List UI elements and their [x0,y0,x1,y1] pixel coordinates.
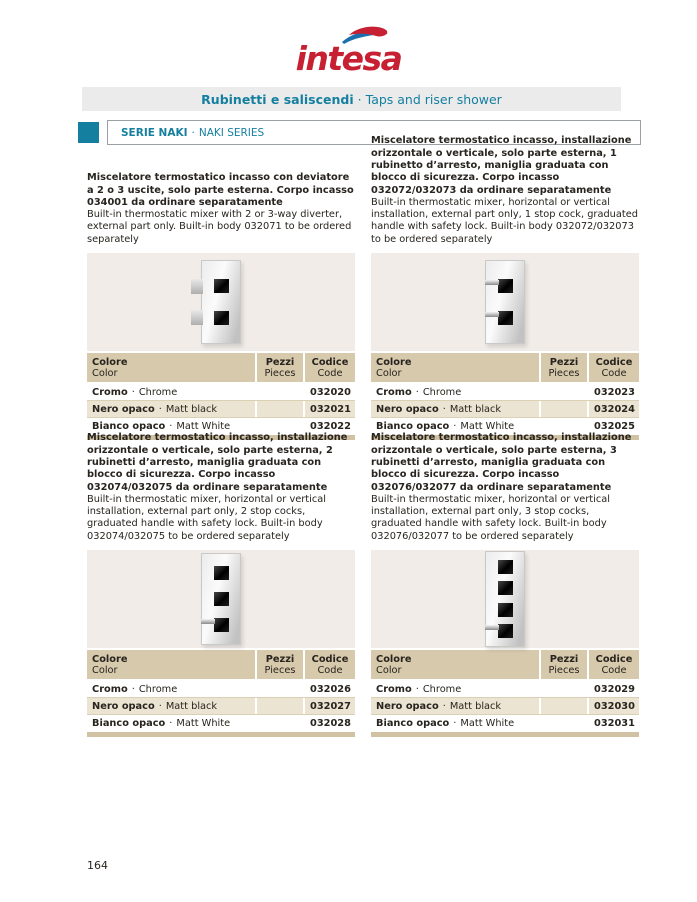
section-title-italian: Rubinetti e saliscendi [201,91,354,107]
series-accent-square [78,122,99,143]
mixer-lever [485,312,499,317]
mixer-lever [485,625,499,630]
mixer-plate [485,551,525,647]
table-row [371,400,639,417]
mixer-lever [201,619,215,624]
column-header-code: Codice Code [305,650,355,679]
column-header-code: Codice Code [589,353,639,382]
product-photo [87,550,355,648]
product-photo [371,550,639,648]
color-cell: Bianco opaco · Matt White [371,418,539,434]
column-header-code: Codice Code [589,650,639,679]
product-description [371,135,639,253]
mixer-knob [214,592,229,606]
column-header-color: Colore Color [87,353,255,382]
description-english: Built-in thermostatic mixer, horizontal or vertical installation, external part only, 3 stop cocks, graduated handle with safety lock. Built-in body 032076/032077 to be ordered separately [371,493,610,542]
color-cell: Nero opaco · Matt black [371,698,539,714]
table-row [371,681,639,697]
code-cell: 032024 [589,401,639,417]
column-header-color: Colore Color [87,650,255,679]
table-header-row [87,353,355,382]
mixer-knob [214,566,229,580]
table-row [371,384,639,400]
column-header-code: Codice Code [305,353,355,382]
title-separator-dot: · [357,91,362,107]
mixer-plate [201,553,241,645]
logo-wordmark: intesa [295,39,402,78]
mixer-handle-tab [191,279,203,294]
mixer-knob [498,624,513,638]
color-cell: Bianco opaco · Matt White [87,715,255,731]
pieces-cell [541,401,587,417]
color-cell: Nero opaco · Matt black [371,401,539,417]
column-header-color: Colore Color [371,353,539,382]
code-cell: 032022 [305,418,355,434]
code-cell: 032027 [305,698,355,714]
mixer-knob [498,603,513,617]
code-cell: 032028 [305,715,355,731]
color-cell: Cromo · Chrome [87,384,255,400]
column-header-pieces: Pezzi Pieces [257,650,303,679]
pieces-cell [257,401,303,417]
pieces-cell [541,698,587,714]
product-table [87,353,355,440]
mixer-knob [214,279,229,293]
table-bottom-band [371,732,639,737]
mixer-handle-tab [191,310,203,325]
product-description [87,432,355,550]
description-english: Built-in thermostatic mixer with 2 or 3-way diverter, external part only. Built-in body 032071 to be ordered separately [87,209,352,245]
product-table [371,353,639,440]
product-grid [87,135,639,737]
code-cell: 032030 [589,698,639,714]
mixer-knob [498,581,513,595]
code-cell: 032020 [305,384,355,400]
description-italian: Miscelatore termostatico incasso, installazione orizzontale o verticale, solo parte esterna, 3 rubinetti d’arresto, maniglia graduata con blocco di sicurezza. Corpo incasso 032076/032077 da ordinare separatamente [371,432,632,493]
pieces-cell [541,681,587,697]
product-block [371,135,639,440]
description-english: Built-in thermostatic mixer, horizontal or vertical installation, external part only, 1 stop cock, graduated handle with safety lock. Built-in body 032072/032073 to be ordered separately [371,196,638,245]
table-header-row [87,650,355,679]
description-italian: Miscelatore termostatico incasso, installazione orizzontale o verticale, solo parte esterna, 1 rubinetto d’arresto, maniglia graduata con blocco di sicurezza. Corpo incasso 032072/032073 da ordinare separatamente [371,135,632,196]
mixer-knob [498,560,513,574]
pieces-cell [257,698,303,714]
code-cell: 032026 [305,681,355,697]
series-name-english: NAKI SERIES [198,126,265,139]
code-cell: 032029 [589,681,639,697]
code-cell: 032025 [589,418,639,434]
mixer-lever [485,280,499,285]
mixer-plate [485,260,525,344]
table-row [87,400,355,417]
product-photo [87,253,355,351]
product-block [371,432,639,737]
table-row [87,384,355,400]
description-english: Built-in thermostatic mixer, horizontal or vertical installation, external part only, 2 stop cocks, graduated handle with safety lock. Built-in body 032074/032075 to be ordered separately [87,493,326,542]
table-row [87,681,355,697]
section-title-band [82,87,621,111]
brand-logo [0,24,697,76]
product-block [87,432,355,737]
mixer-plate [201,260,241,344]
product-table [371,650,639,737]
column-header-pieces: Pezzi Pieces [541,650,587,679]
product-description [87,155,355,253]
product-table [87,650,355,737]
table-bottom-band [87,732,355,737]
logo-swoosh-icon [337,24,393,46]
code-cell: 032021 [305,401,355,417]
color-cell: Cromo · Chrome [87,681,255,697]
table-row [87,697,355,714]
series-separator-dot: · [191,126,195,139]
pieces-cell [541,715,587,731]
product-block [87,155,355,440]
column-header-pieces: Pezzi Pieces [541,353,587,382]
color-cell: Nero opaco · Matt black [87,698,255,714]
column-header-color: Colore Color [371,650,539,679]
code-cell: 032031 [589,715,639,731]
pieces-cell [541,384,587,400]
color-cell: Bianco opaco · Matt White [87,418,255,434]
section-title-english: Taps and riser shower [365,91,502,107]
table-header-row [371,650,639,679]
product-photo [371,253,639,351]
table-header-row [371,353,639,382]
pieces-cell [257,681,303,697]
pieces-cell [257,384,303,400]
table-row [87,714,355,731]
table-row [371,697,639,714]
series-name-italian: SERIE NAKI [121,126,188,139]
mixer-knob [498,311,513,325]
color-cell: Cromo · Chrome [371,384,539,400]
description-italian: Miscelatore termostatico incasso, installazione orizzontale o verticale, solo parte esterna, 2 rubinetti d’arresto, maniglia graduata con blocco di sicurezza. Corpo incasso 032074/032075 da ordinare separatamente [87,432,348,493]
mixer-knob [214,618,229,632]
page-number: 164 [87,859,108,872]
color-cell: Nero opaco · Matt black [87,401,255,417]
product-description [371,432,639,550]
description-italian: Miscelatore termostatico incasso con deviatore a 2 o 3 uscite, solo parte esterna. Corpo incasso 034001 da ordinare separatamente [87,172,354,208]
column-header-pieces: Pezzi Pieces [257,353,303,382]
mixer-knob [214,311,229,325]
mixer-knob [498,279,513,293]
color-cell: Bianco opaco · Matt White [371,715,539,731]
code-cell: 032023 [589,384,639,400]
pieces-cell [257,715,303,731]
color-cell: Cromo · Chrome [371,681,539,697]
table-row [371,714,639,731]
